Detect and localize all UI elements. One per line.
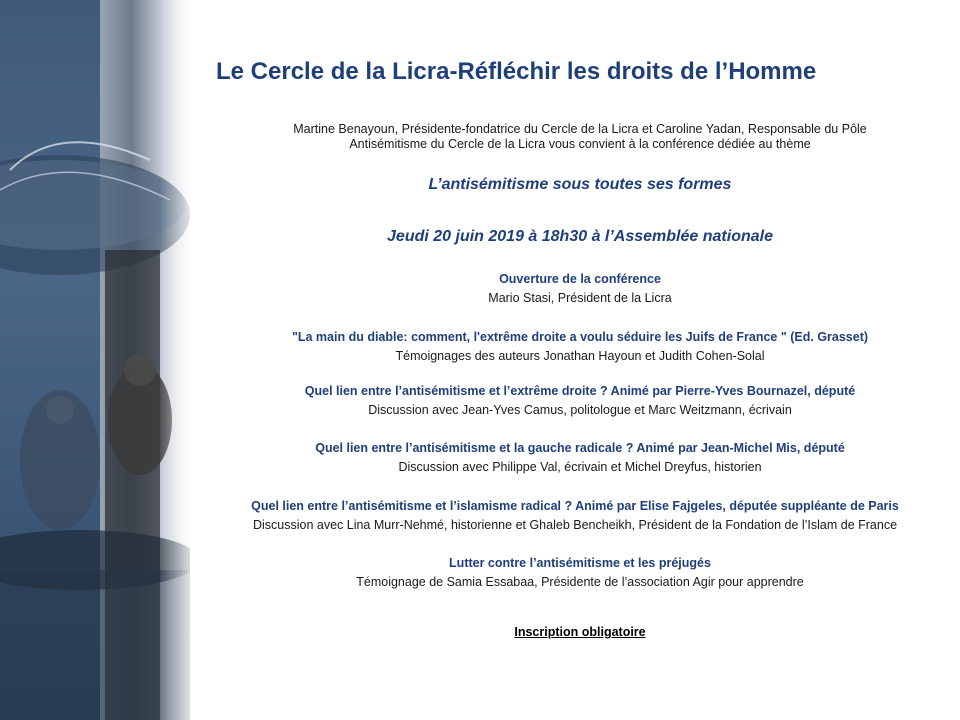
session-heading: Lutter contre l’antisémitisme et les préjugés [449,556,711,570]
session-item [200,439,960,477]
session-description: Témoignages des auteurs Jonathan Hayoun et Judith Cohen-Solal [395,349,765,363]
session-description: Discussion avec Philippe Val, écrivain et Michel Dreyfus, historien [398,460,762,474]
conference-date: Jeudi 20 juin 2019 à 18h30 à l’Assemblée nationale [387,228,773,245]
registration-required-link[interactable]: Inscription obligatoire [514,625,646,639]
session-heading: "La main du diable: comment, l'extrême droite a voulu séduire les Juifs de France " (Ed. Grasset) [291,330,869,344]
session-heading: Quel lien entre l’antisémitisme et l’extrême droite ? Animé par Pierre-Yves Bournazel, député [304,384,856,398]
page-title: Le Cercle de la Licra-Réfléchir les droits de l’Homme [216,58,817,85]
intro-text [200,122,960,152]
session-item [200,270,960,308]
session-item [200,382,960,420]
session-item [200,328,960,366]
intro-line-1: Martine Benayoun, Présidente-fondatrice du Cercle de la Licra et Caroline Yadan, Responsable du Pôle [293,122,867,136]
intro-line-2: Antisémitisme du Cercle de la Licra vous convient à la conférence dédiée au thème [349,137,811,151]
session-description: Mario Stasi, Président de la Licra [488,291,672,305]
session-description: Témoignage de Samia Essabaa, Présidente de l’association Agir pour apprendre [356,575,804,589]
session-item [200,497,960,535]
session-heading: Ouverture de la conférence [499,272,661,286]
session-heading: Quel lien entre l’antisémitisme et la gauche radicale ? Animé par Jean-Michel Mis, député [315,441,845,455]
session-item [200,554,960,592]
photo-edge-fade [160,0,200,720]
session-description: Discussion avec Jean-Yves Camus, politologue et Marc Weitzmann, écrivain [368,403,792,417]
conference-theme: L’antisémitisme sous toutes ses formes [428,176,732,193]
session-description: Discussion avec Lina Murr-Nehmé, historienne et Ghaleb Bencheikh, Président de la Fondation de l’Islam de France [252,518,898,532]
session-heading: Quel lien entre l’antisémitisme et l’islamisme radical ? Animé par Elise Fajgeles, députée suppléante de Paris [251,499,899,513]
invitation-content [200,0,960,720]
